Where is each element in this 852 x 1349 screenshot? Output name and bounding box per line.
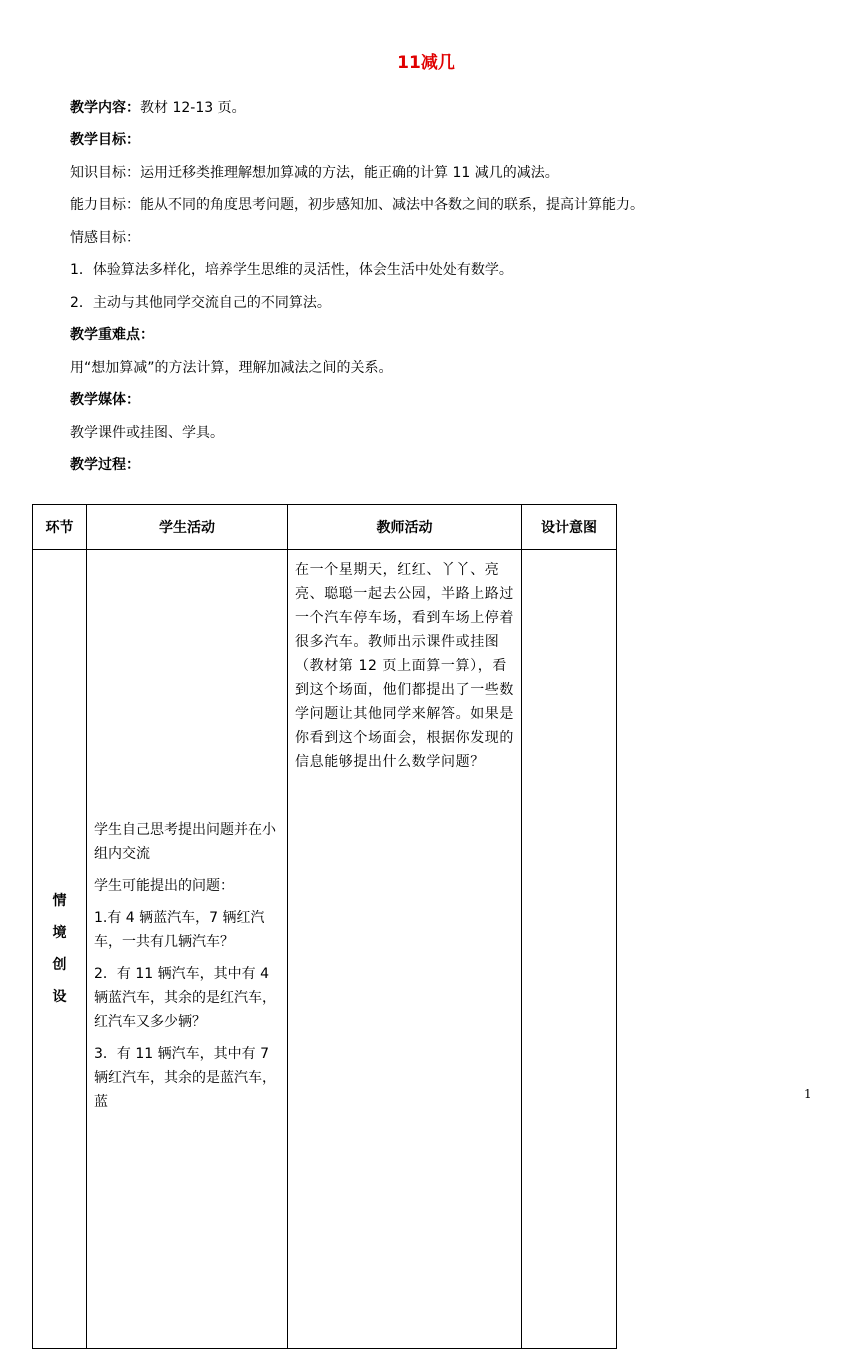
stage-char: 创 — [52, 957, 67, 973]
emotion-item: 2．主动与其他同学交流自己的不同算法。 — [70, 295, 331, 311]
student-paragraph: 学生可能提出的问题： — [94, 878, 234, 894]
header-stage: 环节 — [33, 505, 87, 550]
content-label: 教学内容： — [70, 100, 140, 116]
emotion-item: 1．体验算法多样化，培养学生思维的灵活性，体会生活中处处有数学。 — [70, 262, 513, 278]
stage-cell — [33, 550, 87, 1349]
document-title: 11减几 — [397, 53, 455, 73]
stage-char: 境 — [52, 925, 67, 941]
header-design: 设计意图 — [522, 505, 617, 550]
stage-char: 情 — [52, 893, 67, 909]
page-number: 1 — [804, 1087, 812, 1101]
media-heading: 教学媒体： — [70, 392, 140, 408]
header-teacher: 教师活动 — [288, 505, 522, 550]
goal-emotion: 情感目标： — [70, 230, 140, 246]
stage-char: 设 — [52, 989, 67, 1005]
key-text: 用“想加算减”的方法计算，理解加减法之间的关系。 — [70, 360, 393, 376]
student-activity-cell — [87, 550, 288, 1349]
design-intent-cell — [522, 550, 617, 1349]
student-paragraph: 学生自己思考提出问题并在小组内交流 — [94, 822, 276, 862]
process-heading: 教学过程： — [70, 457, 140, 473]
goal-ability: 能力目标：能从不同的角度思考问题，初步感知加、减法中各数之间的联系，提高计算能力。 — [70, 197, 644, 213]
student-paragraph: 3．有 11 辆汽车，其中有 7 辆红汽车，其余的是蓝汽车，蓝 — [94, 1046, 276, 1110]
table-row — [33, 550, 617, 1349]
key-heading: 教学重难点： — [70, 327, 154, 343]
content-text: 教材 12-13 页。 — [140, 100, 246, 116]
media-text: 教学课件或挂图、学具。 — [70, 425, 224, 441]
goal-knowledge: 知识目标：运用迁移类推理解想加算减的方法，能正确的计算 11 减几的减法。 — [70, 165, 559, 181]
student-paragraph: 1.有 4 辆蓝汽车，7 辆红汽车，一共有几辆汽车？ — [94, 910, 265, 950]
lesson-table — [32, 504, 617, 1349]
table-header-row — [33, 505, 617, 550]
header-student: 学生活动 — [87, 505, 288, 550]
goals-heading: 教学目标： — [70, 132, 140, 148]
teacher-activity-cell: 在一个星期天，红红、丫丫、亮亮、聪聪一起去公园，半路上路过一个汽车停车场，看到车场上停着很多汽车。教师出示课件或挂图（教材第 12 页上面算一算），看到这个场面，他们都提出了一些数学问题让其他同学来解答。如果是你看到这个场面会，根据你发现的信息能够提出什么数学问题？ — [288, 550, 522, 1349]
student-paragraph: 2．有 11 辆汽车，其中有 4 辆蓝汽车，其余的是红汽车，红汽车又多少辆？ — [94, 966, 276, 1030]
content-line — [70, 97, 246, 117]
